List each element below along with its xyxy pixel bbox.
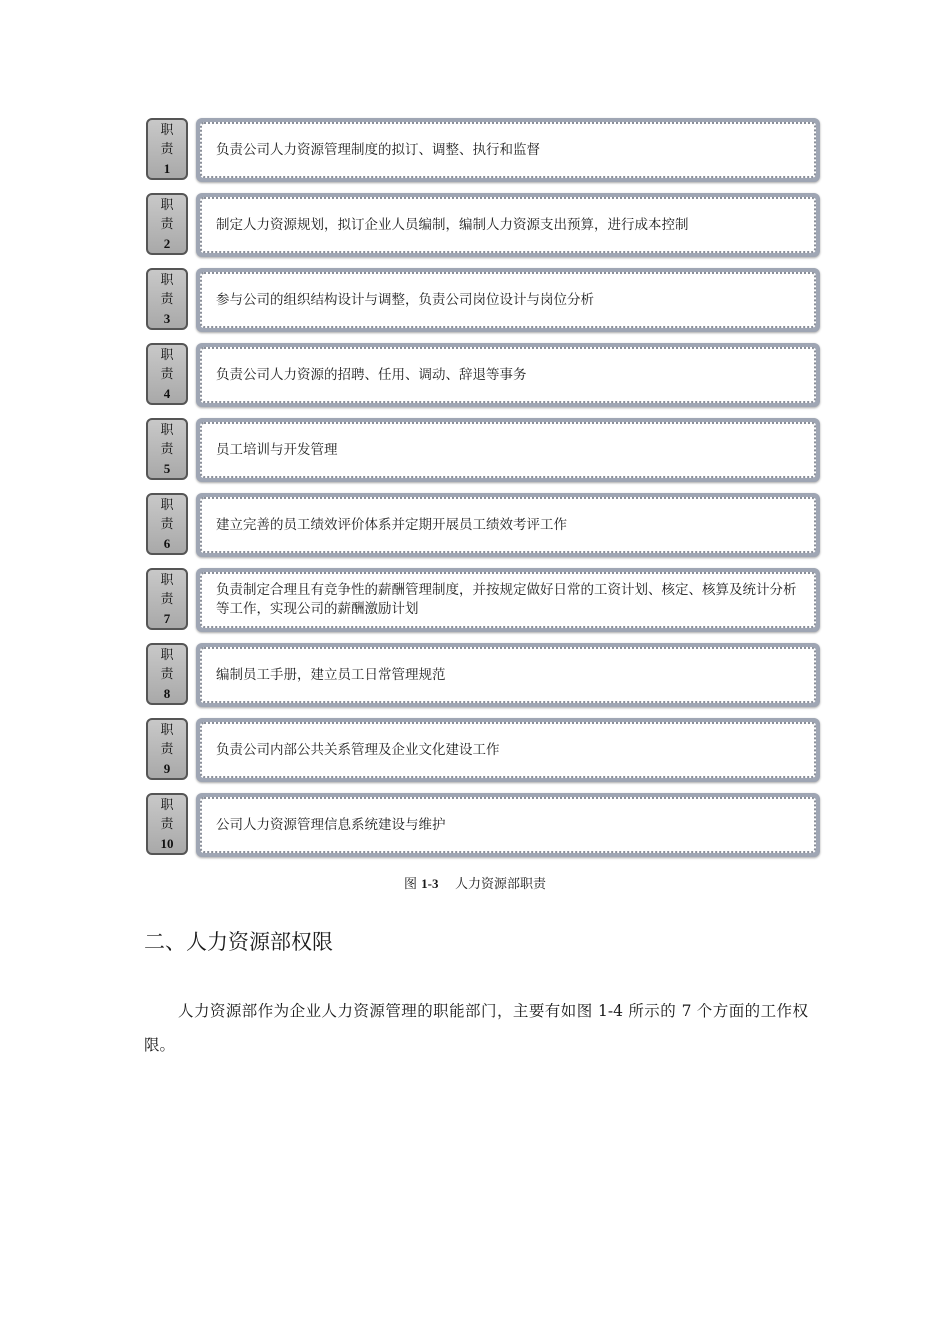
duty-content-frame [196, 568, 820, 632]
duty-label-char-1: 职 [160, 347, 174, 363]
duty-label-char-1: 职 [160, 572, 174, 588]
duty-label-char-2: 责 [160, 216, 174, 232]
duty-content-frame [196, 418, 820, 482]
duty-label-char-2: 责 [160, 366, 174, 382]
duty-label-char-1: 职 [160, 122, 174, 138]
caption-title: 人力资源部职责 [455, 877, 547, 892]
duty-label-char-1: 职 [160, 497, 174, 513]
duty-label-box [146, 343, 188, 405]
duty-label-char-1: 职 [160, 422, 174, 438]
duty-label-box [146, 793, 188, 855]
duties-diagram [144, 118, 822, 868]
duty-text: 公司人力资源管理信息系统建设与维护 [200, 797, 816, 853]
duty-row [144, 793, 822, 859]
section-heading: 二、人力资源部权限 [144, 930, 333, 954]
duty-text: 员工培训与开发管理 [200, 422, 816, 478]
duty-content-frame [196, 718, 820, 782]
duty-number: 1 [163, 160, 171, 176]
duty-label-box [146, 268, 188, 330]
duty-text: 负责公司内部公共关系管理及企业文化建设工作 [200, 722, 816, 778]
duty-label-char-2: 责 [160, 291, 174, 307]
duty-row [144, 268, 822, 334]
duty-row [144, 418, 822, 484]
figure-caption [0, 873, 950, 892]
duty-content-frame [196, 193, 820, 257]
duty-label-char-1: 职 [160, 797, 174, 813]
duty-row [144, 343, 822, 409]
duty-number: 10 [160, 835, 174, 851]
duty-text: 负责公司人力资源管理制度的拟订、调整、执行和监督 [200, 122, 816, 178]
caption-prefix: 图 [403, 877, 422, 892]
duty-row [144, 118, 822, 184]
duty-label-box [146, 418, 188, 480]
duty-text: 负责公司人力资源的招聘、任用、调动、辞退等事务 [200, 347, 816, 403]
duty-label-char-2: 责 [160, 141, 174, 157]
duty-row [144, 718, 822, 784]
duty-label-box [146, 118, 188, 180]
duty-number: 7 [163, 610, 171, 626]
duty-label-box [146, 493, 188, 555]
caption-figure-number: 1-3 [421, 876, 439, 891]
duty-row [144, 568, 822, 634]
duty-label-char-1: 职 [160, 197, 174, 213]
duty-label-char-1: 职 [160, 272, 174, 288]
duty-number: 2 [163, 235, 171, 251]
duty-label-box [146, 718, 188, 780]
duty-content-frame [196, 268, 820, 332]
duty-label-box [146, 193, 188, 255]
duty-row [144, 193, 822, 259]
duty-label-char-2: 责 [160, 591, 174, 607]
duty-row [144, 643, 822, 709]
duty-row [144, 493, 822, 559]
duty-content-frame [196, 793, 820, 857]
duty-text: 建立完善的员工绩效评价体系并定期开展员工绩效考评工作 [200, 497, 816, 553]
duty-label-box [146, 568, 188, 630]
duty-content-frame [196, 343, 820, 407]
duty-text: 负责制定合理且有竞争性的薪酬管理制度，并按规定做好日常的工资计划、核定、核算及统计分析等工作，实现公司的薪酬激励计划 [200, 572, 816, 628]
duty-text: 编制员工手册，建立员工日常管理规范 [200, 647, 816, 703]
duty-number: 5 [163, 460, 171, 476]
duty-number: 3 [163, 310, 171, 326]
duty-label-char-2: 责 [160, 441, 174, 457]
duty-number: 4 [163, 385, 171, 401]
duty-label-char-1: 职 [160, 722, 174, 738]
duty-label-char-2: 责 [160, 816, 174, 832]
duty-content-frame [196, 643, 820, 707]
duty-text: 制定人力资源规划，拟订企业人员编制，编制人力资源支出预算，进行成本控制 [200, 197, 816, 253]
duty-label-char-2: 责 [160, 516, 174, 532]
duty-label-box [146, 643, 188, 705]
duty-number: 9 [163, 760, 171, 776]
duty-content-frame [196, 118, 820, 182]
duty-label-char-2: 责 [160, 666, 174, 682]
duty-number: 8 [163, 685, 171, 701]
duty-number: 6 [163, 535, 171, 551]
duty-text: 参与公司的组织结构设计与调整，负责公司岗位设计与岗位分析 [200, 272, 816, 328]
duty-content-frame [196, 493, 820, 557]
body-paragraph: 人力资源部作为企业人力资源管理的职能部门，主要有如图 1-4 所示的 7 个方面的工作权限。 [144, 1002, 808, 1054]
duty-label-char-2: 责 [160, 741, 174, 757]
duty-label-char-1: 职 [160, 647, 174, 663]
